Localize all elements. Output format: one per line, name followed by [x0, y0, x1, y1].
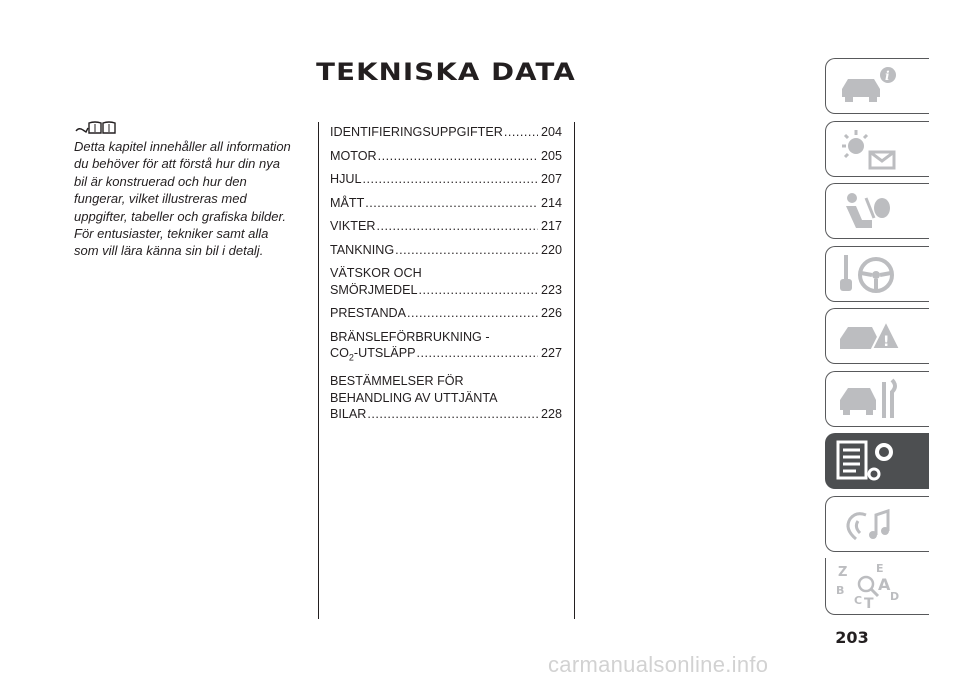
technical-data-icon — [836, 438, 906, 486]
key-steering-wheel-icon — [836, 251, 906, 299]
tab-seat-airbag[interactable] — [825, 183, 929, 239]
table-of-contents — [330, 124, 562, 430]
toc-entry[interactable]: TANKNING ..... 220 — [330, 242, 562, 259]
tab-lights-message[interactable] — [825, 121, 929, 177]
tab-car-service[interactable] — [825, 371, 929, 427]
svg-text:D: D — [890, 590, 900, 603]
svg-text:C: C — [854, 594, 863, 607]
tab-index[interactable] — [825, 558, 929, 615]
toc-entry[interactable]: MÅTT ..... 214 — [330, 195, 562, 212]
column-divider-left — [318, 122, 319, 619]
page-title: TEKNISKA DATA — [316, 58, 576, 86]
toc-entry[interactable]: VIKTER ..... 217 — [330, 218, 562, 235]
toc-entry[interactable]: VÄTSKOR OCH SMÖRJMEDEL ..... 223 — [330, 265, 562, 298]
car-info-icon — [836, 63, 906, 111]
toc-entry[interactable]: IDENTIFIERINGSUPPGIFTER ..... 204 — [330, 124, 562, 141]
breakdown-warning-icon — [836, 313, 906, 361]
chapter-tabs — [825, 58, 929, 615]
manual-hand-icon — [74, 118, 118, 136]
tab-multimedia[interactable] — [825, 496, 929, 552]
column-divider-right — [574, 122, 575, 619]
svg-text:T: T — [864, 596, 874, 610]
svg-text:B: B — [836, 584, 845, 597]
svg-text:!: ! — [883, 334, 890, 350]
svg-text:i: i — [885, 69, 890, 83]
multimedia-icon — [836, 501, 906, 549]
car-service-icon — [836, 376, 906, 424]
svg-text:A: A — [878, 575, 891, 594]
svg-text:Z: Z — [838, 565, 848, 580]
toc-entry[interactable]: BRÄNSLEFÖRBRUKNING - $CO_2$-UTSLÄPP ..... 227 — [330, 329, 562, 367]
toc-entry[interactable]: PRESTANDA ..... 226 — [330, 305, 562, 322]
toc-entry[interactable]: MOTOR ..... 205 — [330, 148, 562, 165]
intro-text: Detta kapitel innehåller all information du behöver för att förstå hur din nya bil är konstruerad och hur den fungerar, vilket illustreras med uppgifter, tabeller och grafiska bilder. För entusiaster, tekniker samt alla som vill lära känna sin bil i detalj. — [74, 139, 291, 259]
index-letters-icon — [836, 562, 906, 610]
seat-airbag-icon — [836, 188, 906, 236]
watermark: carmanualsonline.info — [548, 652, 769, 677]
tab-key-steering[interactable] — [825, 246, 929, 302]
tab-technical-data[interactable] — [825, 433, 929, 489]
tab-breakdown[interactable] — [825, 308, 929, 364]
toc-entry[interactable]: HJUL ..... 207 — [330, 171, 562, 188]
lights-message-icon — [836, 126, 906, 174]
tab-car-info[interactable] — [825, 58, 929, 114]
svg-text:E: E — [876, 562, 884, 575]
page-number: 203 — [835, 628, 869, 647]
toc-entry[interactable]: BESTÄMMELSER FÖR BEHANDLING AV UTTJÄNTA BILAR ..... 228 — [330, 373, 562, 423]
